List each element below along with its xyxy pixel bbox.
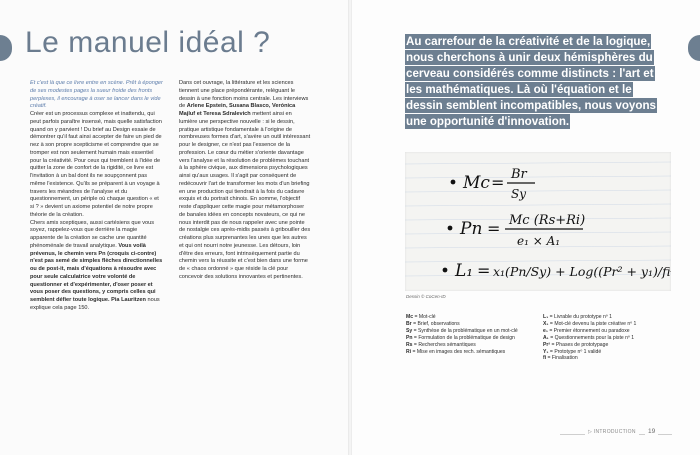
svg-text:=: = <box>491 173 505 192</box>
legend-item: Mc = Mot-clé <box>406 314 436 320</box>
legend-item: Sy = Synthèse de la problématique en un mot-clé <box>406 327 518 334</box>
author-name: Pia Lauritzen <box>111 297 146 303</box>
text-column-2 <box>179 80 311 282</box>
body-paragraph-3 <box>179 80 311 282</box>
book-gutter <box>348 0 352 455</box>
eq2-denominator: e₁ × A₁ <box>517 234 561 248</box>
legend-item: e₁ = Premier étonnement ou paradoxe <box>543 327 630 334</box>
legend-item: Pn = Formulation de la problématique de design <box>406 334 515 341</box>
legend-right <box>543 314 671 362</box>
text-column-1 <box>30 80 163 313</box>
section-label: ▷ INTRODUCTION <box>585 429 639 435</box>
page-reference: nous explique cela page 150. <box>30 297 160 311</box>
interviewee-names: Arlene Epstein, Susana Blasco, Verónica Majluf et Teresa Sdralevich <box>179 103 296 117</box>
pull-quote <box>405 34 667 129</box>
page-number: 19 <box>645 428 658 435</box>
body-paragraph-3-start: Dans cet ouvrage, la littérature et les sciences tiennent une place prépondérante, reléguant le dessin à une fonction moins centrale. Les interviews de <box>179 80 309 110</box>
eq2-lhs: Pn <box>460 219 483 239</box>
svg-text:=: = <box>477 261 491 280</box>
svg-text:=: = <box>487 219 501 238</box>
legend-item: Y₁ = Prototype nº 1 validé <box>543 348 602 355</box>
eq1-lhs: Mc <box>463 173 490 193</box>
page-tab-marker <box>0 35 12 61</box>
page-title: Le manuel idéal ? <box>25 26 271 59</box>
legend-item: fi = Finalisation <box>543 355 578 362</box>
body-paragraph-3-rest: mettent ainsi en lumière une perspective nouvelle : si le dessin, pratique artistique fondamentale à l'origine de nombreuses formes d'art, s'avère un outil intéressant pour le designer, ce n'est pas l'essence de la profession. Le cœur du métier s'oriente davantage vers l'analyse et la résolution de problèmes touchant à la sphère civique, aux dimensions psychologiques ainsi qu'aux usages. Il s'agit par conséquent de redécouvrir l'art de transformer les mots d'un briefing en une production qui tiendrait à la fois du cadavre exquis et du portrait chinois. En somme, l'objectif reste d'appliquer cette magie pour métamorphoser de banales idées en concepts novateurs, ce qui ne nous interdit pas de nous rappeler avec une pointe de nostalgie ces après-midis passés à gribouiller des créations plus surprenantes les unes que les autres et qui ont nourri notre jeunesse. Les détours, loin d'être des erreurs, font intrinsèquement partie du chemin vers la réussite et c'est bien dans une forme de « chaos ordonné » que réside la clé pour concevoir des solutions innovantes et pertinentes. <box>179 111 311 280</box>
body-paragraph-2-text: Chers amis sceptiques, aussi cartésiens que vous soyez, rappelez-vous que derrière la magie apparente de la création se cache une quantité phénoménale de travail analytique. <box>30 219 155 249</box>
legend-item: Pr² = Phases de prototypage <box>543 341 609 348</box>
photo-caption: Dessin © CoCen-ID <box>406 294 446 299</box>
body-paragraph-2 <box>30 220 163 313</box>
bullet-dot <box>443 268 448 273</box>
body-paragraph-2-bold: Vous voilà prévenus, le chemin vers Pn (croquis ci-contre) n'est pas semé de simples flèches directionnelles ou de post-it, mais d'équations à résoudre avec pour seule calculatrice votre volonté de questionner et d'expérimenter, d'oser poser et vous poser des questions, y compris celles qui semblent défier toute logique. <box>30 242 163 303</box>
page-tab-marker <box>688 35 700 61</box>
equations-drawing <box>405 152 671 291</box>
legend-item: Rs = Recherches sémantiques <box>406 341 476 348</box>
pull-quote-text: Au carrefour de la créativité et de la logique, nous cherchons à unir deux hémisphères du cerveau considérés comme distincts : l'art et les mathématiques. Là où l'équation et le dessin semblent incompatibles, nous voyons une opportunité d'innovation. <box>406 35 656 128</box>
bullet-dot <box>448 226 453 231</box>
legend-item: L₁ = Livrable du prototype nº 1 <box>543 314 612 320</box>
legend-item: X₁ = Mot-clé devenu la piste créative nº 1 <box>543 320 637 327</box>
legend-item: A₁ = Questionnements pour la piste nº 1 <box>543 334 635 341</box>
legend-item: Br = Brief, observations <box>406 320 460 327</box>
eq3-lhs: L₁ <box>455 261 474 281</box>
eq1-numerator: Br <box>511 167 527 182</box>
legend-left <box>406 314 531 355</box>
eq1-denominator: Sy <box>511 187 526 201</box>
handwritten-equations-photo <box>405 152 671 291</box>
eq2-numerator: Mc (Rs+Ri) <box>509 213 586 228</box>
bullet-dot <box>451 180 456 185</box>
legend-item: Ri = Mise en images des rech. sémantiques <box>406 348 506 355</box>
eq3-rhs: x₁(Pn/Sy) + Log((Pr² + y₁)/fi²) <box>493 264 671 279</box>
intro-paragraph: Et c'est là que ce livre entre en scène. Prêt à éponger de ses modestes pages la sueur froide des fronts perplexes, il encourage à oser se lancer dans le vide créatif. <box>30 80 163 110</box>
body-paragraph-1: Créer est un processus complexe et inattendu, qui peut parfois paraître insensé, mais quelle satisfaction quand on y parvient ! Du brief au Design essaie de démontrer qu'il faut ainsi accepter de faire un pied de nez à son propre scepticisme et comprendre que se tromper est non seulement humain mais essentiel pour la créativité. Pour ceux qui tremblent à l'idée de quitter la zone de confort de la rigidité, ce livre est l'invitation à un bal dont ils ne soupçonnent pas même l'existence. Qu'ils se préparent à un voyage à travers les méandres de l'analyse et du questionnement, un périple où chaque question « et si ? » devient un axiome potentiel de notre propre théorie de la création. <box>30 111 162 218</box>
